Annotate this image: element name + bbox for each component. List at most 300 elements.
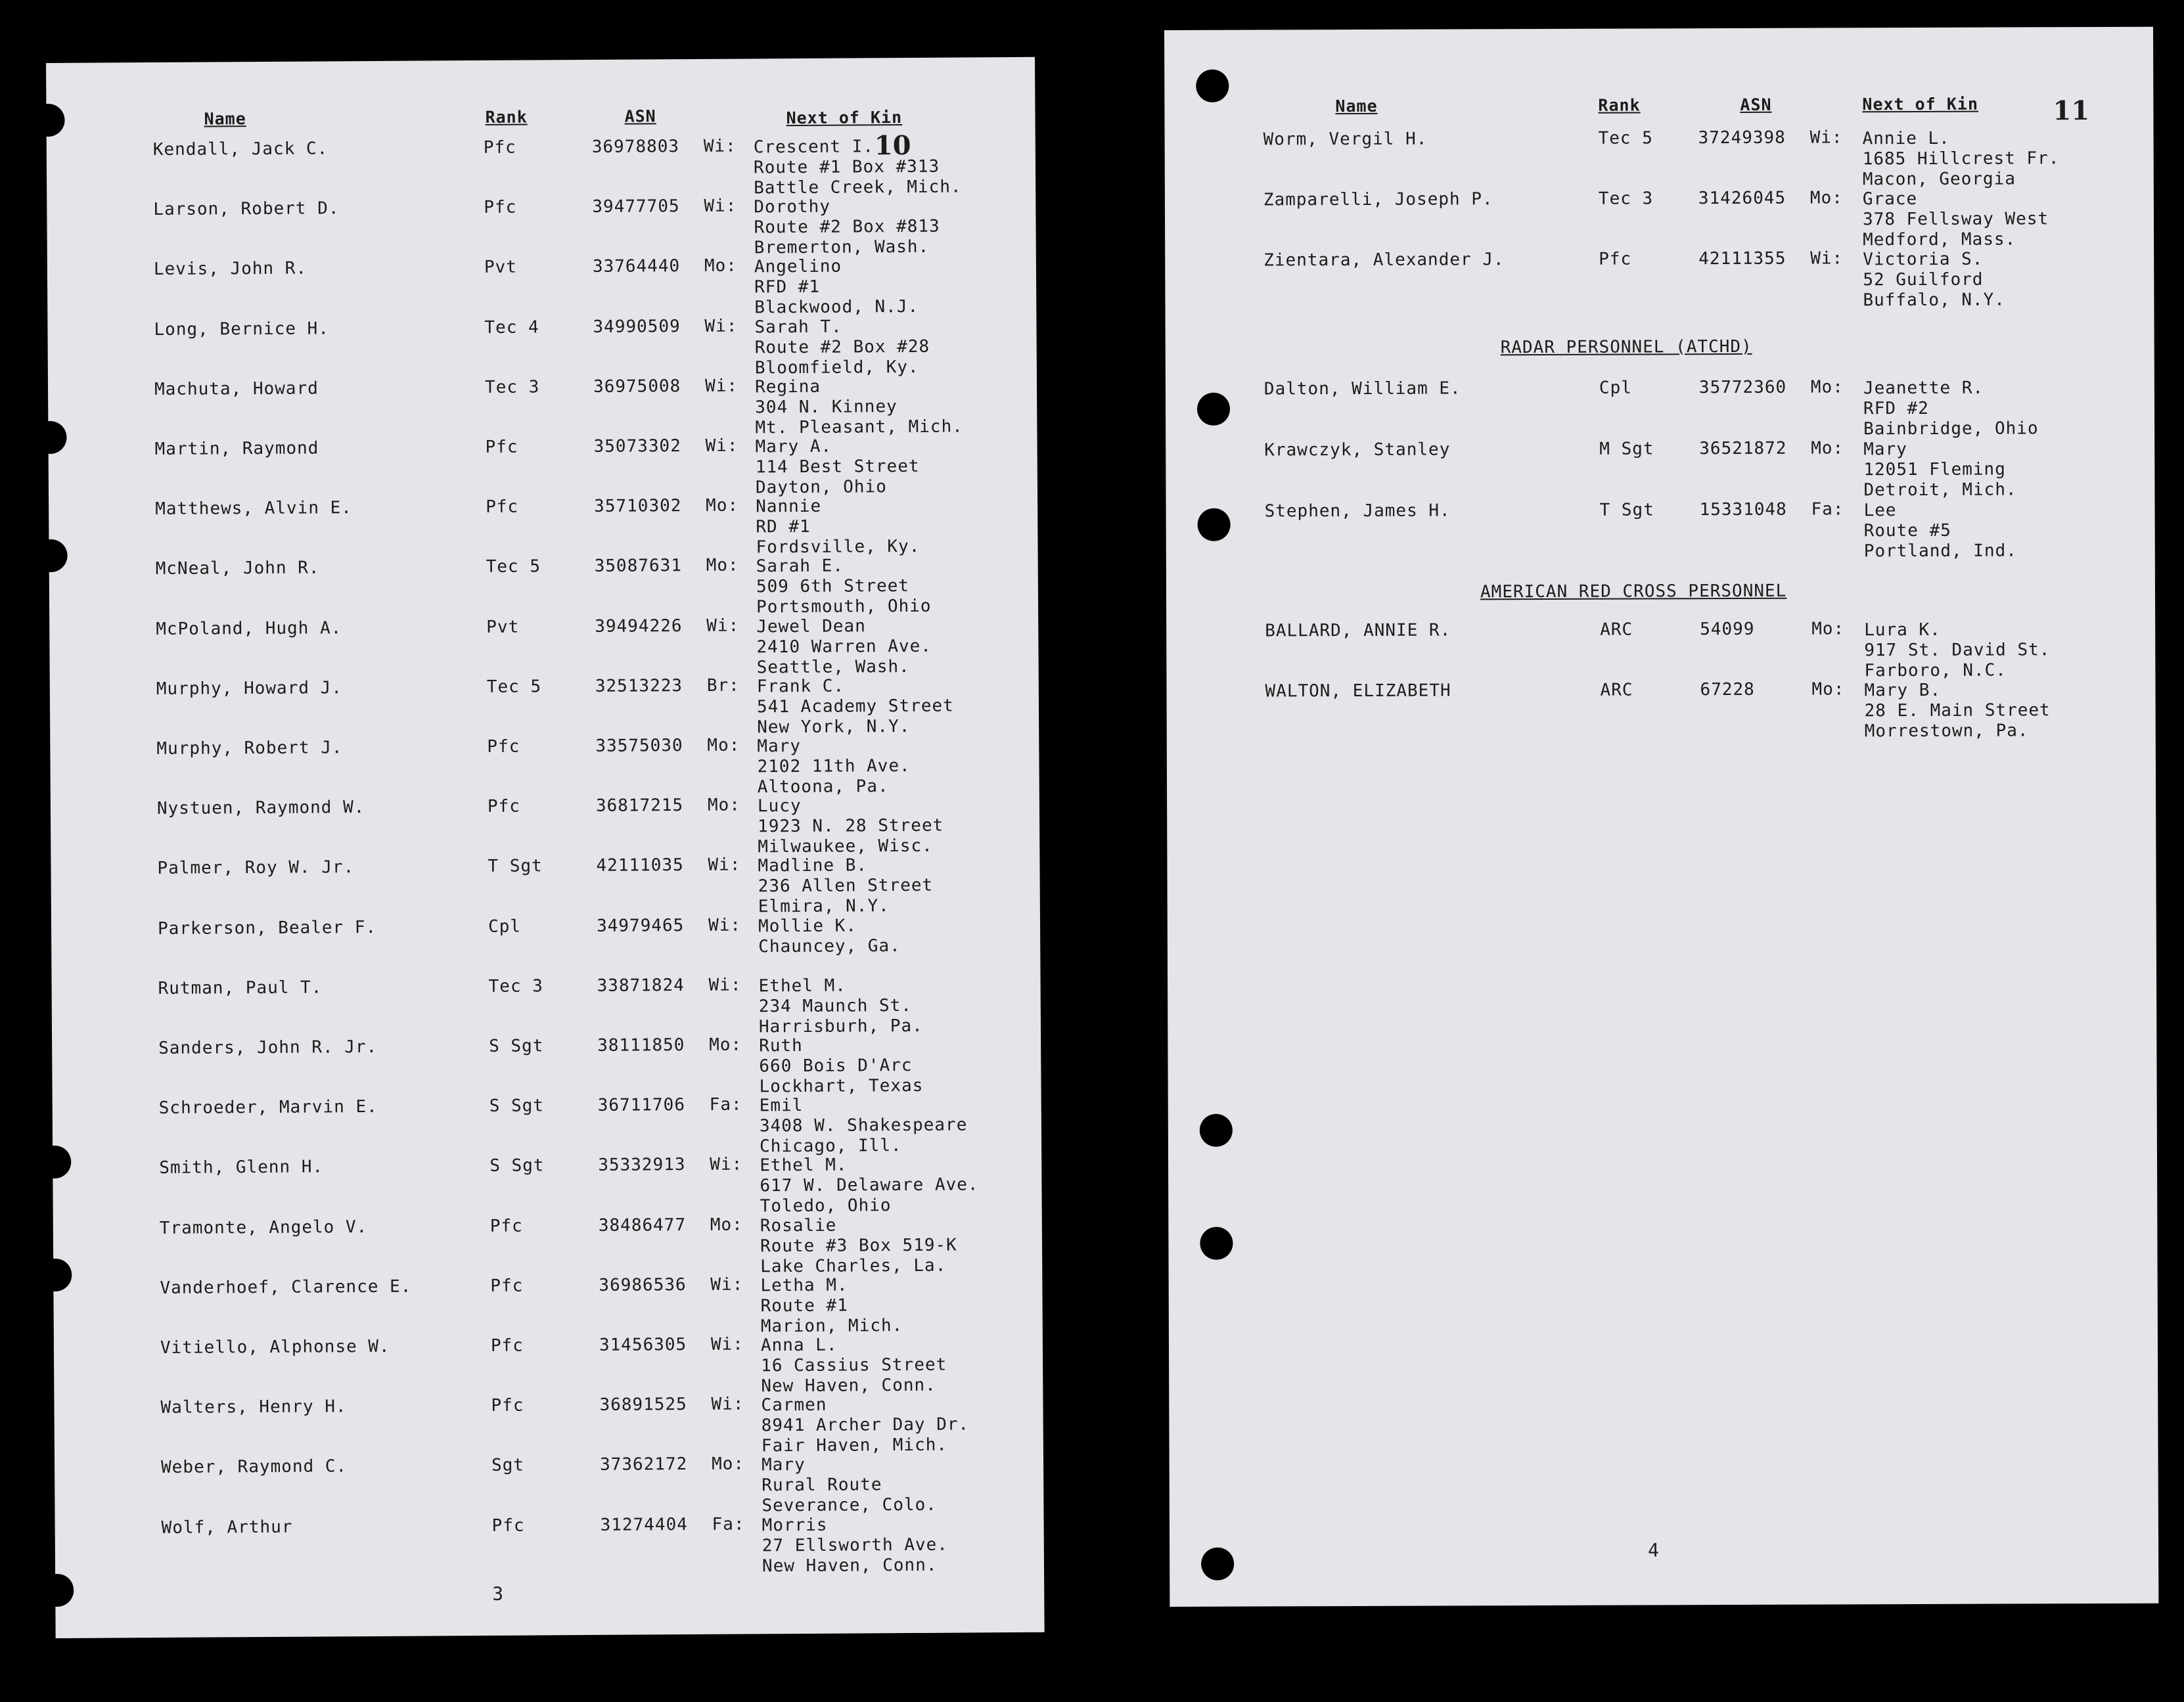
next-of-kin-address — [760, 1095, 968, 1157]
address-line: Chicago, Ill. — [760, 1136, 902, 1157]
address-line: Bainbridge, Ohio — [1863, 418, 2039, 439]
table-row — [52, 974, 1041, 1037]
address-line: 27 Ellsworth Ave. — [762, 1534, 949, 1556]
service-number: 36817215 — [595, 795, 684, 817]
relationship: Wi: — [704, 196, 737, 217]
table-row — [49, 554, 1038, 617]
table-row — [51, 794, 1039, 857]
relationship: Wi: — [704, 316, 738, 336]
address-line: 12051 Fleming — [1863, 459, 2006, 480]
table-row — [53, 1093, 1041, 1157]
relationship: Mo: — [1810, 377, 1844, 397]
address-line: New Haven, Conn. — [761, 1375, 936, 1397]
service-number: 67228 — [1700, 679, 1755, 700]
rank: S Sgt — [489, 1036, 544, 1056]
table-row — [1165, 127, 2154, 190]
address-line: Chauncey, Ga. — [758, 935, 901, 956]
next-of-kin-address — [754, 256, 919, 319]
next-of-kin-address — [1863, 378, 2039, 439]
next-of-kin-address — [1863, 189, 2049, 250]
service-number: 36891525 — [599, 1395, 687, 1416]
person-name: Stephen, James H. — [1264, 501, 1451, 522]
address-line: New Haven, Conn. — [762, 1555, 938, 1576]
punch-hole — [1200, 1114, 1233, 1147]
address-line: Sarah E. — [756, 556, 844, 577]
person-name: Dalton, William E. — [1263, 378, 1461, 399]
address-line: Angelino — [754, 256, 842, 277]
address-line: Marion, Mich. — [760, 1315, 903, 1337]
address-line: Ethel M. — [758, 975, 846, 997]
address-line: Jewel Dean — [756, 616, 866, 637]
person-name: Murphy, Howard J. — [156, 678, 343, 699]
next-of-kin-address — [1863, 439, 2016, 501]
service-number: 33764440 — [592, 256, 681, 277]
relationship: Fa: — [1811, 499, 1844, 520]
roster-page-left — [46, 57, 1045, 1638]
table-row — [48, 374, 1037, 438]
table-row — [47, 314, 1036, 378]
address-line: 509 6th Street — [756, 576, 910, 597]
table-row — [50, 734, 1039, 797]
next-of-kin-address — [755, 376, 963, 438]
service-number: 34979465 — [596, 915, 685, 936]
address-line: Ethel M. — [760, 1155, 848, 1176]
service-number: 35710302 — [594, 496, 682, 517]
next-of-kin-address — [1864, 619, 2050, 681]
relationship: Wi: — [1809, 127, 1843, 148]
address-line: Carmen — [761, 1395, 827, 1416]
rank: ARC — [1600, 619, 1633, 640]
address-line: Medford, Mass. — [1863, 229, 2016, 250]
service-number: 33871824 — [597, 975, 685, 996]
address-line: Battle Creek, Mich. — [754, 177, 962, 198]
table-row — [49, 614, 1038, 678]
address-line: 16 Cassius Street — [761, 1355, 947, 1376]
address-line: New York, N.Y. — [757, 716, 911, 738]
punch-hole — [34, 421, 66, 454]
service-number: 42111355 — [1698, 248, 1786, 269]
person-name: Worm, Vergil H. — [1263, 129, 1428, 150]
table-row — [54, 1333, 1043, 1397]
address-line: Lucy — [757, 796, 802, 817]
rank: T Sgt — [488, 856, 543, 877]
service-number: 39477705 — [592, 196, 680, 217]
punch-hole — [1196, 70, 1229, 102]
table-row — [55, 1452, 1043, 1516]
address-line: Bloomfield, Ky. — [754, 357, 919, 378]
next-of-kin-address — [758, 916, 901, 957]
next-of-kin-address — [761, 1335, 947, 1397]
rank: Pfc — [1599, 249, 1632, 269]
section-title-arc: AMERICAN RED CROSS PERSONNEL — [1480, 581, 1787, 602]
address-line: Sarah T. — [754, 317, 842, 338]
rank: M Sgt — [1599, 439, 1654, 459]
person-name: Zientara, Alexander J. — [1263, 250, 1505, 271]
address-line: Anna L. — [760, 1335, 838, 1356]
address-line: Farboro, N.C. — [1864, 660, 2007, 681]
rank: Pfc — [487, 796, 520, 817]
table-row — [50, 674, 1039, 738]
rank: Tec 3 — [488, 976, 543, 997]
address-line: Route #5 — [1863, 520, 1951, 541]
service-number: 33575030 — [595, 736, 683, 756]
service-number: 31456305 — [599, 1335, 687, 1355]
address-line: Morris — [762, 1515, 828, 1535]
address-line: Nannie — [756, 496, 822, 517]
rank: Pfc — [484, 197, 517, 218]
address-line: Regina — [754, 376, 821, 397]
next-of-kin-address — [760, 1215, 957, 1277]
service-number: 37249398 — [1698, 127, 1786, 148]
person-name: Levis, John R. — [153, 258, 307, 280]
address-line: Morrestown, Pa. — [1864, 721, 2029, 742]
address-line: Mary — [757, 736, 802, 757]
punch-hole — [39, 1259, 72, 1291]
person-name: Vitiello, Alphonse W. — [160, 1336, 390, 1358]
header-next-of-kin: Next of Kin — [1862, 94, 1979, 114]
person-name: WALTON, ELIZABETH — [1265, 681, 1451, 702]
person-name: Machuta, Howard — [154, 378, 319, 399]
page-number: 10 — [874, 129, 911, 162]
address-line: Buffalo, N.Y. — [1863, 290, 2005, 311]
rank: Pfc — [491, 1515, 525, 1536]
rank: Pvt — [486, 617, 520, 637]
service-number: 36975008 — [593, 376, 681, 397]
rank: Pfc — [490, 1276, 524, 1296]
address-line: Route #1 — [760, 1295, 848, 1316]
person-name: Murphy, Robert J. — [156, 738, 343, 759]
address-line: Letha M. — [760, 1275, 848, 1296]
rank: Cpl — [488, 916, 522, 937]
address-line: 917 St. David St. — [1864, 640, 2051, 661]
person-name: Smith, Glenn H. — [159, 1157, 324, 1178]
next-of-kin-address — [754, 316, 930, 378]
address-line: RFD #2 — [1863, 398, 1929, 419]
relationship: Wi: — [705, 436, 739, 456]
person-name: Kendall, Jack C. — [152, 139, 329, 160]
roster-page-right — [1164, 27, 2158, 1607]
service-number: 36978803 — [591, 137, 680, 157]
next-of-kin-address — [757, 675, 954, 738]
relationship: Wi: — [708, 975, 742, 995]
address-line: 8941 Archer Day Dr. — [761, 1414, 970, 1436]
address-line: 234 Maunch St. — [758, 995, 913, 1017]
rank: ARC — [1600, 680, 1633, 700]
relationship: Wi: — [704, 376, 739, 396]
address-line: 1923 N. 28 Street — [758, 815, 944, 837]
table-row — [47, 194, 1035, 258]
address-line: Rosalie — [760, 1215, 837, 1236]
address-line: Seattle, Wash. — [756, 656, 910, 678]
service-number: 15331048 — [1699, 499, 1787, 520]
address-line: Severance, Colo. — [762, 1495, 937, 1516]
relationship: Mo: — [1811, 619, 1845, 639]
next-of-kin-address — [757, 736, 911, 797]
address-line: Route #3 Box 519-K — [760, 1235, 957, 1256]
punch-hole — [1200, 1227, 1233, 1260]
relationship: Mo: — [1811, 679, 1845, 700]
relationship: Fa: — [712, 1514, 745, 1534]
address-line: Macon, Georgia — [1862, 169, 2016, 190]
address-line: Lake Charles, La. — [760, 1255, 947, 1276]
punch-hole — [1201, 1548, 1234, 1580]
address-line: Harrisburh, Pa. — [758, 1016, 923, 1037]
next-of-kin-address — [760, 1155, 979, 1217]
address-line: Altoona, Pa. — [757, 776, 889, 797]
service-number: 36711706 — [597, 1095, 686, 1116]
address-line: 2410 Warren Ave. — [756, 636, 932, 658]
rank: T Sgt — [1599, 500, 1654, 520]
table-row — [54, 1393, 1043, 1456]
address-line: Dorothy — [754, 196, 831, 217]
address-line: Grace — [1862, 189, 1918, 210]
rank: Tec 3 — [484, 377, 540, 397]
service-number: 36521872 — [1699, 438, 1787, 459]
rank: Pfc — [486, 497, 519, 518]
rank: Sgt — [491, 1455, 525, 1476]
table-row — [55, 1512, 1044, 1576]
address-line: Route #2 Box #813 — [754, 216, 940, 238]
service-number: 38486477 — [598, 1215, 687, 1236]
relationship: Mo: — [710, 1215, 743, 1235]
address-line: Blackwood, N.J. — [754, 297, 919, 318]
table-row — [49, 434, 1037, 498]
address-line: Mary A. — [755, 436, 832, 457]
punch-hole — [1197, 393, 1230, 426]
relationship: Fa: — [709, 1094, 742, 1115]
header-asn: ASN — [1740, 95, 1772, 114]
person-name: Weber, Raymond C. — [160, 1456, 348, 1478]
address-line: Mary — [761, 1455, 806, 1475]
relationship: Mo: — [704, 256, 737, 277]
service-number: 35332913 — [598, 1155, 686, 1176]
relationship: Br: — [706, 675, 740, 696]
footer-page-number: 4 — [1648, 1539, 1659, 1561]
header-asn: ASN — [624, 106, 656, 126]
table-row — [1165, 187, 2154, 250]
person-name: Nystuen, Raymond W. — [156, 797, 365, 819]
rank: S Sgt — [489, 1155, 545, 1176]
address-line: RD #1 — [756, 517, 811, 537]
table-row — [1166, 499, 2155, 562]
service-number: 36986536 — [599, 1274, 687, 1295]
service-number: 38111850 — [597, 1035, 685, 1056]
next-of-kin-address — [758, 855, 933, 918]
relationship: Mo: — [707, 735, 740, 755]
rank: Tec 5 — [486, 556, 541, 577]
rank: Tec 4 — [484, 317, 539, 338]
address-line: Bremerton, Wash. — [754, 236, 930, 258]
punch-hole — [32, 104, 64, 137]
address-line: 28 E. Main Street — [1864, 700, 2051, 721]
address-line: Mollie K. — [758, 916, 857, 936]
next-of-kin-address — [754, 196, 940, 259]
table-row — [51, 853, 1039, 917]
address-line: Victoria S. — [1863, 249, 1984, 270]
address-line: Mt. Pleasant, Mich. — [755, 416, 963, 438]
relationship: Mo: — [1809, 188, 1843, 208]
person-name: Rutman, Paul T. — [158, 977, 323, 998]
table-row — [53, 1153, 1041, 1217]
table-row — [1166, 437, 2154, 501]
address-line: Frank C. — [756, 676, 845, 697]
service-number: 31274404 — [600, 1514, 688, 1535]
relationship: Wi: — [703, 136, 737, 156]
header-name: Name — [204, 109, 246, 129]
address-line: Ruth — [759, 1035, 803, 1056]
next-of-kin-address — [761, 1395, 969, 1457]
address-line: Fordsville, Ky. — [756, 537, 921, 558]
table-row — [52, 1033, 1041, 1097]
address-line: Jeanette R. — [1863, 378, 1984, 399]
address-line: Emil — [759, 1096, 804, 1116]
relationship: Wi: — [708, 855, 741, 876]
relationship: Mo: — [707, 795, 740, 816]
address-line: Annie L. — [1862, 128, 1950, 149]
header-rank: Rank — [485, 107, 528, 127]
service-number: 42111035 — [596, 855, 684, 876]
next-of-kin-address — [758, 795, 944, 858]
relationship: Wi: — [1810, 248, 1844, 269]
person-name: Long, Bernice H. — [154, 318, 330, 340]
person-name: Wolf, Arthur — [161, 1517, 293, 1538]
rank: Pfc — [489, 1216, 523, 1236]
address-line: Portland, Ind. — [1863, 541, 2017, 562]
header-next-of-kin: Next of Kin — [786, 108, 903, 128]
address-line: 660 Bois D'Arc — [759, 1055, 913, 1077]
address-line: 541 Academy Street — [756, 696, 954, 717]
person-name: Palmer, Roy W. Jr. — [157, 857, 355, 879]
rank: Tec 3 — [1598, 189, 1654, 209]
address-line: 52 Guilford — [1863, 269, 1984, 290]
relationship: Wi: — [710, 1154, 743, 1175]
address-line: Milwaukee, Wisc. — [758, 836, 933, 857]
table-row — [53, 1213, 1042, 1276]
next-of-kin-address — [1864, 680, 2050, 742]
address-line: 2102 11th Ave. — [757, 755, 911, 777]
rank: Pfc — [490, 1335, 524, 1356]
service-number: 34990509 — [593, 316, 681, 337]
next-of-kin-address — [1863, 250, 2005, 311]
rank: Pfc — [491, 1395, 524, 1416]
address-line: 617 W. Delaware Ave. — [760, 1175, 979, 1196]
header-name: Name — [1335, 96, 1378, 116]
punch-hole — [41, 1574, 74, 1607]
table-row — [51, 913, 1040, 956]
address-line: Route #2 Box #28 — [754, 336, 930, 358]
address-line: Route #1 Box #313 — [753, 156, 940, 178]
table-row — [1166, 618, 2155, 681]
address-line: 114 Best Street — [755, 456, 920, 478]
next-of-kin-address — [759, 1035, 923, 1098]
relationship: Wi: — [711, 1394, 744, 1415]
address-line: 1685 Hillcrest Fr. — [1862, 148, 2060, 169]
rank: Tec 5 — [1598, 128, 1653, 148]
rank: S Sgt — [489, 1096, 545, 1117]
person-name: McPoland, Hugh A. — [156, 617, 342, 639]
address-line: Lee — [1863, 501, 1897, 521]
person-name: Tramonte, Angelo V. — [159, 1217, 368, 1238]
table-row — [53, 1273, 1042, 1337]
person-name: Larson, Robert D. — [153, 198, 340, 220]
punch-hole — [1198, 508, 1231, 541]
footer-page-number: 3 — [492, 1582, 504, 1605]
person-name: Walters, Henry H. — [160, 1397, 347, 1418]
person-name: Zamparelli, Joseph P. — [1263, 189, 1493, 210]
address-line: Rural Route — [762, 1475, 882, 1496]
relationship: Mo: — [706, 555, 739, 576]
address-line: Madline B. — [758, 855, 868, 876]
relationship: Mo: — [706, 495, 739, 516]
next-of-kin-address — [760, 1275, 903, 1337]
address-line: Lura K. — [1864, 619, 1941, 640]
address-line: Detroit, Mich. — [1863, 480, 2017, 501]
service-number: 32513223 — [595, 675, 683, 696]
next-of-kin-address — [1864, 500, 2017, 562]
address-line: Dayton, Ohio — [755, 477, 887, 498]
next-of-kin-address — [1863, 128, 2060, 190]
address-line: Mary — [1863, 439, 1907, 460]
next-of-kin-address — [759, 975, 923, 1038]
rank: Tec 5 — [486, 677, 542, 697]
next-of-kin-address — [754, 136, 962, 198]
address-line: Mary B. — [1864, 680, 1942, 701]
person-name: Parkerson, Bealer F. — [157, 917, 377, 939]
address-line: 236 Allen Street — [758, 876, 934, 897]
address-line: Portsmouth, Ohio — [756, 596, 932, 617]
service-number: 31426045 — [1698, 188, 1786, 209]
address-line: 378 Fellsway West — [1862, 209, 2049, 230]
header-rank: Rank — [1598, 95, 1641, 115]
address-line: 304 N. Kinney — [755, 396, 898, 418]
page-number: 11 — [2053, 95, 2090, 127]
address-line: RFD #1 — [754, 277, 821, 298]
person-name: Martin, Raymond — [154, 438, 319, 459]
relationship: Wi: — [710, 1274, 744, 1295]
service-number: 39494226 — [595, 616, 683, 637]
relationship: Mo: — [711, 1454, 745, 1475]
address-line: Toledo, Ohio — [760, 1196, 892, 1217]
service-number: 35087631 — [594, 556, 683, 577]
person-name: Schroeder, Marvin E. — [158, 1097, 378, 1119]
relationship: Mo: — [709, 1035, 742, 1055]
service-number: 54099 — [1700, 619, 1755, 640]
address-line: Lockhart, Texas — [759, 1075, 924, 1097]
rank: Cpl — [1599, 378, 1632, 398]
relationship: Mo: — [1811, 438, 1844, 459]
next-of-kin-address — [756, 496, 920, 558]
relationship: Wi: — [710, 1334, 744, 1355]
person-name: Vanderhoef, Clarence E. — [160, 1276, 412, 1298]
address-line: Fair Haven, Mich. — [761, 1435, 948, 1456]
service-number: 37362172 — [599, 1454, 688, 1475]
section-title-radar: RADAR PERSONNEL (ATCHD) — [1500, 336, 1752, 358]
next-of-kin-address — [756, 556, 932, 618]
relationship: Wi: — [706, 616, 740, 636]
service-number: 35772360 — [1698, 377, 1787, 398]
rank: Pfc — [485, 437, 518, 457]
person-name: Krawczyk, Stanley — [1264, 439, 1451, 460]
table-row — [1166, 679, 2155, 742]
next-of-kin-address — [762, 1514, 949, 1577]
punch-hole — [34, 539, 67, 572]
rank: Pfc — [483, 137, 516, 158]
person-name: Sanders, John R. Jr. — [158, 1037, 378, 1058]
relationship: Wi: — [708, 915, 742, 935]
address-line: Elmira, N.Y. — [758, 896, 890, 917]
table-row — [47, 254, 1036, 318]
address-line: 3408 W. Shakespeare — [759, 1115, 968, 1136]
